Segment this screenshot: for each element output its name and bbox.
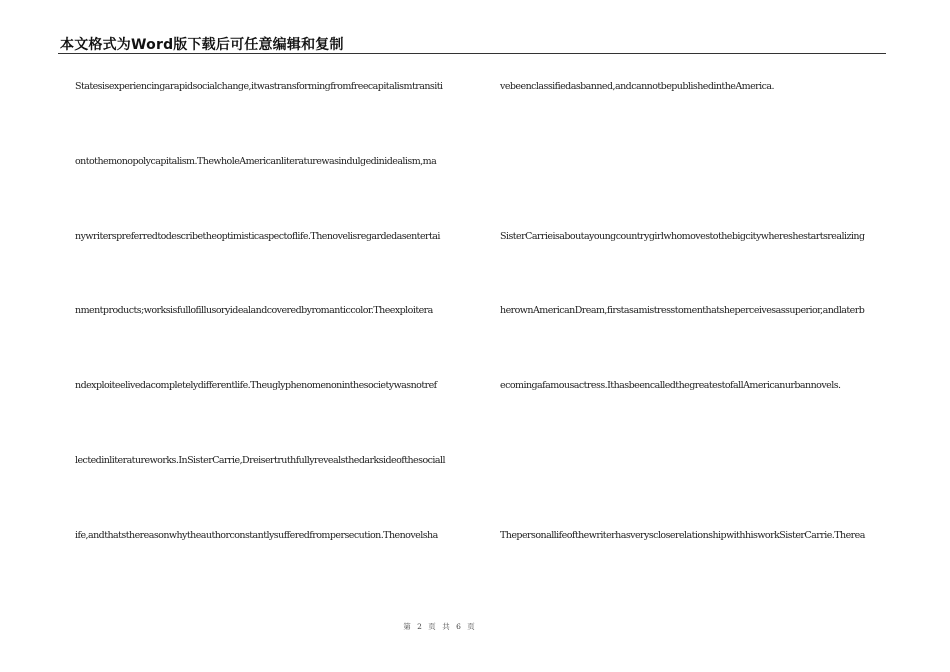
text-line: lectedinliteratureworks.InSisterCarrie,Dreisertruthfullyrevealsthedarksideofthesociall: [75, 455, 445, 466]
right-text-column: [500, 0, 890, 672]
text-line: herownAmericanDream,firstasamistresstomenthatsheperceivesassuperior,andlaterb: [500, 305, 865, 316]
text-line: ife,andthatsthereasonwhytheauthorconstantlysufferedfrompersecution.Thenovelsha: [75, 530, 438, 541]
text-line: SisterCarrieisaboutayoungcountrygirlwhomovestothebigcitywhereshestartsrealizing: [500, 231, 865, 242]
text-line: Statesisexperiencingarapidsocialchange,itwastransformingfromfreecapitalismtransiti: [75, 81, 443, 92]
text-line: nmentproducts;worksisfullofillusoryidealandcoveredbyromanticcolor.Theexploitera: [75, 305, 433, 316]
left-text-column: [75, 0, 470, 672]
text-line: ThepersonallifeofthewriterhasveryscloserelationshipwithhisworkSisterCarrie.Therea: [500, 530, 865, 541]
text-line: ndexploiteelivedacompletelydifferentlife.Theuglyphenomenoninthesocietywasnotref: [75, 380, 437, 391]
text-line: ontothemonopolycapitalism.ThewholeAmericanliteraturewasindulgedinidealism,ma: [75, 156, 437, 167]
text-line: vebeenclassifiedasbanned,andcannotbepublishedintheAmerica.: [500, 81, 775, 92]
text-line: ecomingafamousactress.IthasbeencalledthegreatestofallAmericanurbannovels.: [500, 380, 841, 391]
page-number-footer: 第 2 页 共 6 页: [403, 622, 477, 631]
text-line: nywriterspreferredtodescribetheoptimisticaspectoflife.Thenovelisregardedasentertai: [75, 231, 440, 242]
document-header-title: 本文格式为Word版下载后可任意编辑和复制: [60, 37, 344, 53]
